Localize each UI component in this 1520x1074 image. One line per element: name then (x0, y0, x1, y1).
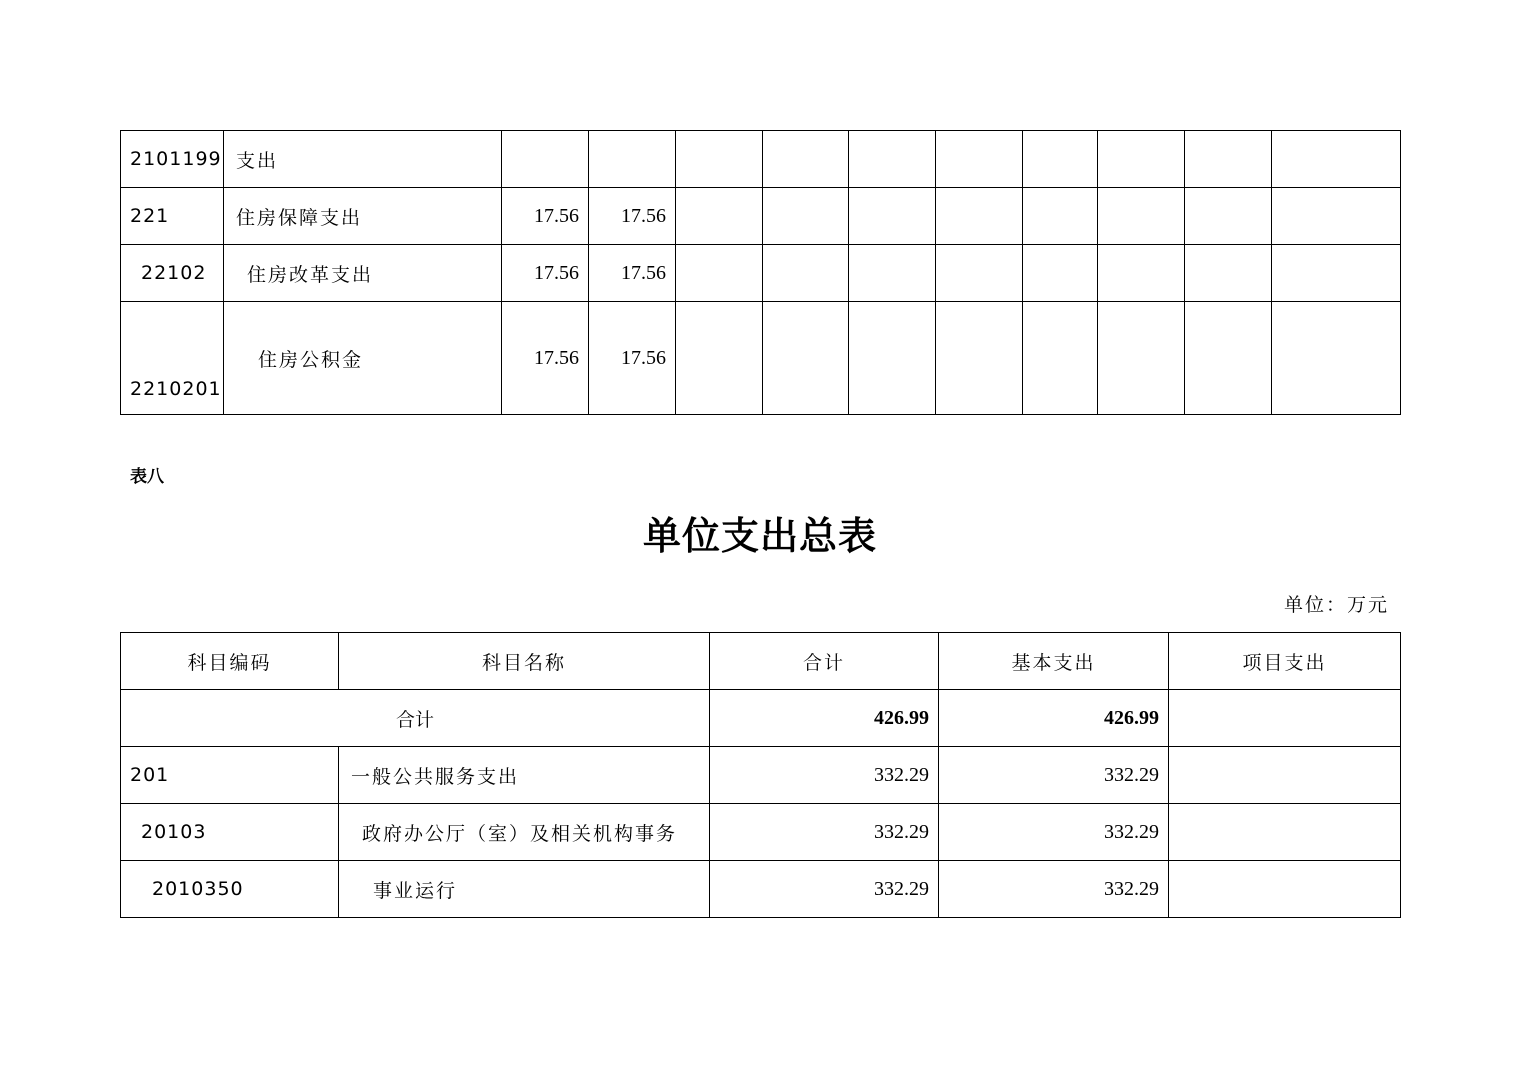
unit-label: 单位：万元 (1283, 594, 1389, 616)
project-value (1169, 747, 1401, 804)
project-value (1169, 804, 1401, 861)
total-value: 17.56 (502, 245, 589, 302)
empty-cell (1272, 188, 1401, 245)
subject-code: 22102 (121, 245, 224, 302)
table-row (121, 245, 1401, 302)
total-value: 17.56 (502, 188, 589, 245)
table-row (121, 131, 1401, 188)
empty-cell (1098, 245, 1185, 302)
empty-cell (1023, 131, 1098, 188)
empty-cell (676, 302, 763, 415)
empty-cell (936, 131, 1023, 188)
total-value: 332.29 (710, 747, 939, 804)
table-row (121, 302, 1401, 415)
continuation-table (120, 130, 1401, 415)
empty-cell (1272, 131, 1401, 188)
total-value (502, 131, 589, 188)
subject-name: 一般公共服务支出 (339, 747, 710, 804)
total-value: 332.29 (710, 861, 939, 918)
project-value (1169, 861, 1401, 918)
total-row (121, 690, 1401, 747)
empty-cell (1185, 302, 1272, 415)
empty-cell (763, 131, 849, 188)
basic-value: 426.99 (939, 690, 1169, 747)
project-value (1169, 690, 1401, 747)
subject-name: 住房公积金 (224, 302, 502, 415)
header-subject-code: 科目编码 (121, 633, 339, 690)
empty-cell (936, 188, 1023, 245)
empty-cell (1023, 302, 1098, 415)
subject-code: 2010350 (121, 861, 339, 918)
empty-cell (849, 245, 936, 302)
total-value: 17.56 (502, 302, 589, 415)
header-total: 合计 (710, 633, 939, 690)
subject-code: 2210201 (121, 302, 224, 415)
header-subject-name: 科目名称 (339, 633, 710, 690)
empty-cell (1023, 245, 1098, 302)
empty-cell (849, 131, 936, 188)
total-label: 合计 (121, 690, 710, 747)
header-project: 项目支出 (1169, 633, 1401, 690)
subject-name: 事业运行 (339, 861, 710, 918)
total-value: 426.99 (710, 690, 939, 747)
subject-name: 住房改革支出 (224, 245, 502, 302)
subject-name: 政府办公厅（室）及相关机构事务 (339, 804, 710, 861)
header-row (121, 633, 1401, 690)
empty-cell (763, 245, 849, 302)
empty-cell (849, 188, 936, 245)
empty-cell (936, 245, 1023, 302)
page-title: 单位支出总表 (642, 513, 877, 558)
empty-cell (849, 302, 936, 415)
table-row (121, 188, 1401, 245)
empty-cell (1185, 131, 1272, 188)
table-label: 表八 (130, 467, 164, 487)
expenditure-summary-table (120, 632, 1401, 918)
empty-cell (1023, 188, 1098, 245)
empty-cell (676, 188, 763, 245)
header-basic: 基本支出 (939, 633, 1169, 690)
empty-cell (1098, 302, 1185, 415)
empty-cell (1098, 131, 1185, 188)
empty-cell (936, 302, 1023, 415)
subject-code: 221 (121, 188, 224, 245)
empty-cell (676, 245, 763, 302)
subject-code: 2101199 (121, 131, 224, 188)
empty-cell (1272, 302, 1401, 415)
empty-cell (763, 302, 849, 415)
empty-cell (1185, 188, 1272, 245)
subject-code: 201 (121, 747, 339, 804)
basic-value: 17.56 (589, 302, 676, 415)
basic-value: 332.29 (939, 747, 1169, 804)
empty-cell (1185, 245, 1272, 302)
total-value: 332.29 (710, 804, 939, 861)
table-row (121, 804, 1401, 861)
empty-cell (676, 131, 763, 188)
basic-value: 17.56 (589, 188, 676, 245)
basic-value: 332.29 (939, 861, 1169, 918)
subject-name: 住房保障支出 (224, 188, 502, 245)
table-row (121, 747, 1401, 804)
empty-cell (1272, 245, 1401, 302)
subject-code: 20103 (121, 804, 339, 861)
basic-value: 17.56 (589, 245, 676, 302)
table-row (121, 861, 1401, 918)
basic-value (589, 131, 676, 188)
subject-name: 支出 (224, 131, 502, 188)
empty-cell (763, 188, 849, 245)
basic-value: 332.29 (939, 804, 1169, 861)
empty-cell (1098, 188, 1185, 245)
